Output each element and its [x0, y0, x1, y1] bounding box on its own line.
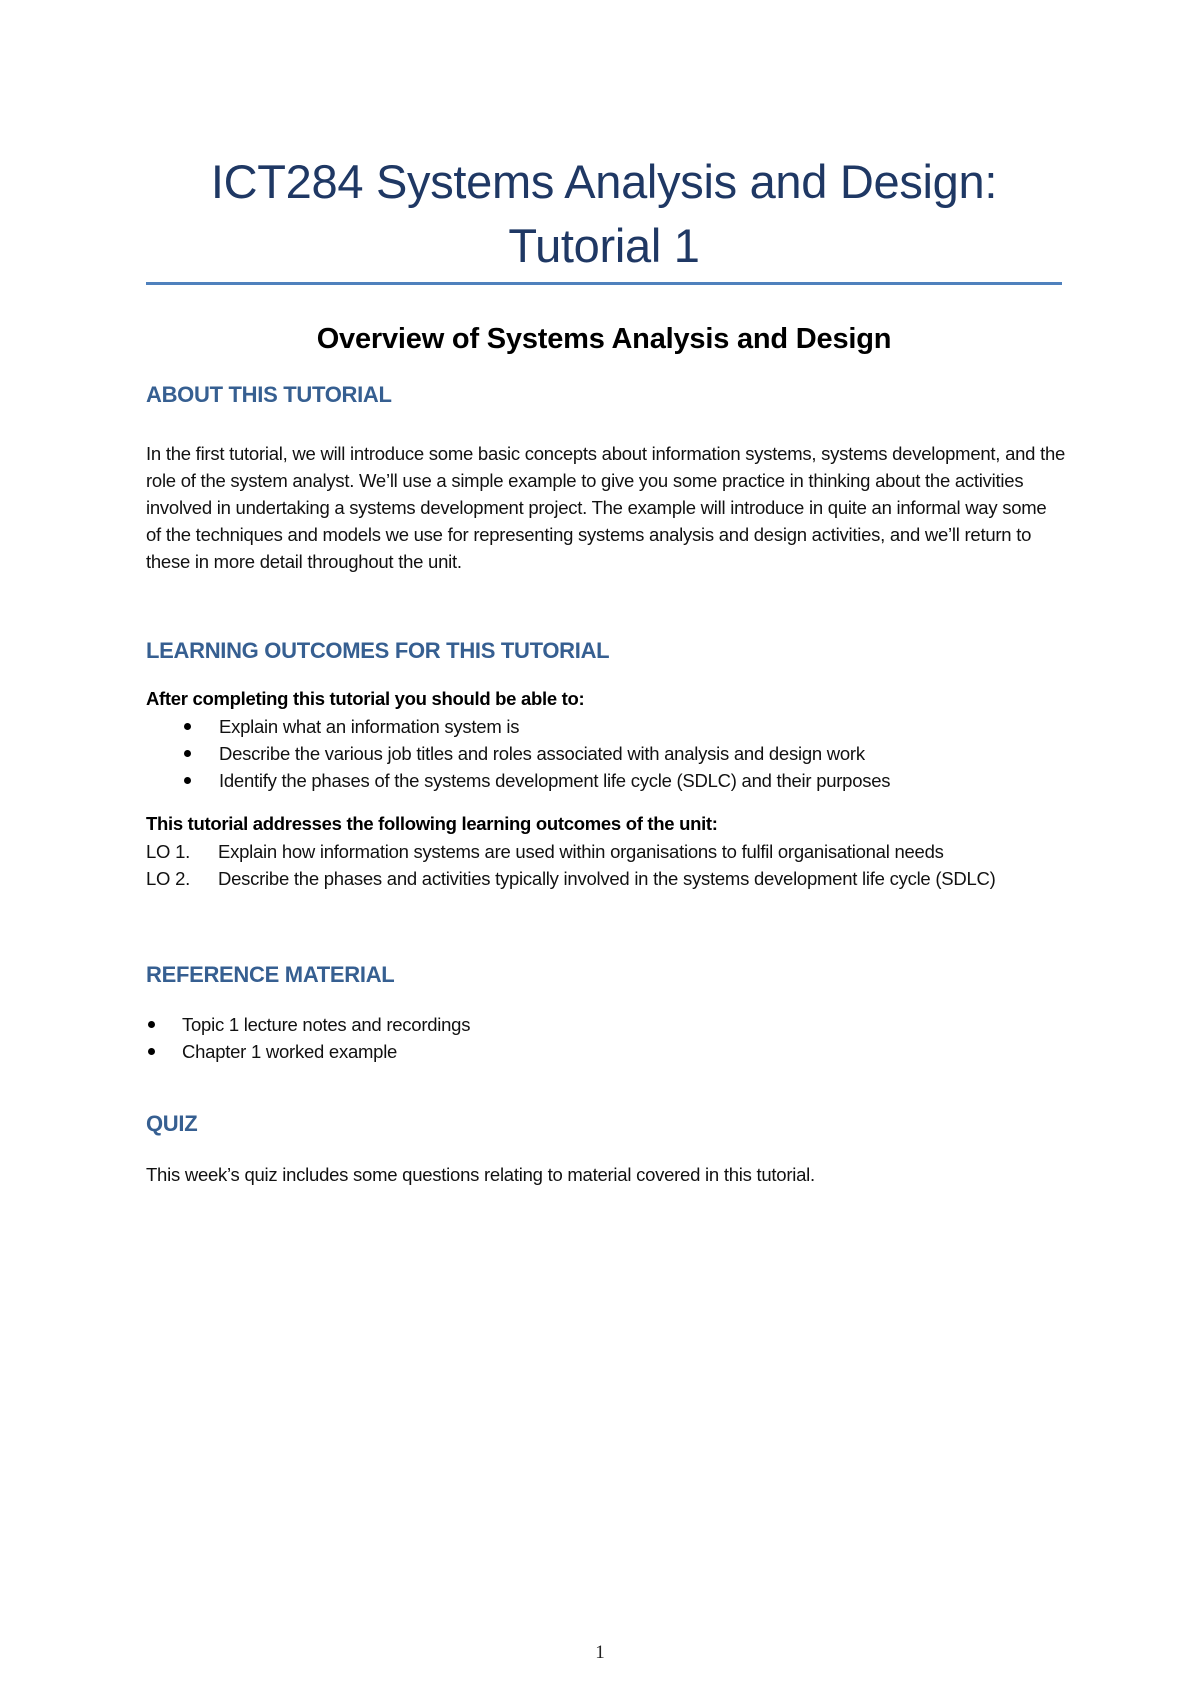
unit-outcomes-list — [146, 838, 1076, 892]
list-item — [146, 713, 1076, 740]
list-item-text: Chapter 1 worked example — [182, 1041, 398, 1062]
heading-learning-outcomes: LEARNING OUTCOMES FOR THIS TUTORIAL — [146, 638, 610, 663]
list-item-text: Topic 1 lecture notes and recordings — [182, 1014, 471, 1035]
list-item — [146, 1011, 1076, 1038]
list-item — [146, 1038, 1076, 1065]
unit-outcome-number: LO 2. — [146, 868, 190, 889]
list-item-text: Identify the phases of the systems development life cycle (SDLC) and their purposes — [219, 770, 891, 791]
document-subtitle: Overview of Systems Analysis and Design — [316, 323, 892, 355]
bullet-icon — [184, 723, 191, 730]
unit-outcome-text: Explain how information systems are used within organisations to fulfil organisational needs — [218, 841, 944, 862]
unit-outcome-number: LO 1. — [146, 841, 190, 862]
learning-outcomes-list — [146, 713, 1076, 794]
list-item — [146, 740, 1076, 767]
reference-list — [146, 1011, 1076, 1065]
document-title — [146, 150, 1062, 278]
about-paragraph: In the first tutorial, we will introduce some basic concepts about information systems, systems development, and the role of the system analyst. We’ll use a simple example to give you some practice in thinking about the activities involved in undertaking a systems development project. The example will introduce in quite an informal way some of the techniques and models we use for representing systems analysis and design activities, and we’ll return to these in more detail throughout the unit. — [146, 443, 1066, 572]
title-line-2: Tutorial 1 — [508, 219, 700, 272]
unit-outcome-item — [146, 865, 1078, 892]
unit-outcome-item — [146, 838, 1076, 865]
list-item-text: Explain what an information system is — [219, 716, 520, 737]
unit-outcome-text: Describe the phases and activities typically involved in the systems development life cycle (SDLC) — [218, 868, 996, 889]
heading-reference-material: REFERENCE MATERIAL — [146, 962, 395, 987]
page-number: 1 — [595, 1642, 605, 1663]
title-line-1: ICT284 Systems Analysis and Design: — [210, 155, 998, 208]
title-divider — [146, 282, 1062, 285]
quiz-text: This week’s quiz includes some questions relating to material covered in this tutorial. — [146, 1164, 815, 1185]
heading-about: ABOUT THIS TUTORIAL — [146, 382, 392, 407]
unit-outcomes-intro: This tutorial addresses the following learning outcomes of the unit: — [146, 813, 718, 834]
heading-quiz: QUIZ — [146, 1111, 198, 1136]
list-item — [146, 767, 1076, 794]
bullet-icon — [148, 1021, 155, 1028]
bullet-icon — [184, 777, 191, 784]
list-item-text: Describe the various job titles and roles associated with analysis and design work — [219, 743, 865, 764]
bullet-icon — [148, 1048, 155, 1055]
learning-outcomes-intro: After completing this tutorial you should be able to: — [146, 688, 585, 709]
bullet-icon — [184, 750, 191, 757]
